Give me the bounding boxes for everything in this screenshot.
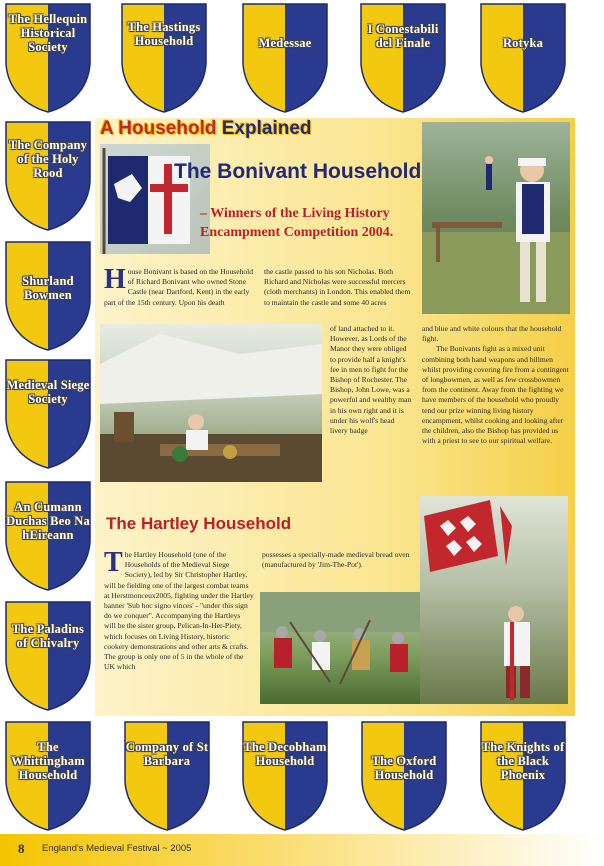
shield-medessae [241, 2, 329, 114]
shield-label: The Oxford Household [371, 754, 437, 782]
page-number: 8 [18, 841, 25, 856]
hartley-column-2: possesses a specially-made medieval bread oven (manufactured by 'Jim-The-Pot'). [262, 550, 410, 570]
heraldic-shield-icon [479, 2, 567, 114]
battle-photo [260, 592, 420, 704]
shield-label: The Whittingham Household [11, 740, 85, 782]
encampment-photo [100, 324, 322, 482]
shield-label: I Conestabili del Finale [367, 22, 439, 50]
shield-cumann [4, 480, 92, 592]
shield-conestabili [359, 2, 447, 114]
section-heading-part2: Explained [221, 118, 312, 139]
shield-label: Medieval Siege Society [6, 378, 90, 406]
shield-decobham [241, 720, 329, 832]
bonivant-column-1-text: ouse Bonivant is based on the Household of Richard Bonivant who owned Stone Castle (near Dartford, Kent) in the early part of the 15th century. Upon his death [104, 267, 254, 307]
shield-holy-rood [4, 120, 92, 232]
shield-hellequin [4, 2, 92, 114]
shield-st-barbara [123, 720, 211, 832]
shield-label: Shurland Bowmen [22, 274, 74, 302]
shield-shurland [4, 240, 92, 352]
battle-scene-icon [260, 592, 420, 704]
shield-medieval-siege [4, 358, 92, 470]
shield-label: The Decobham Household [243, 740, 327, 768]
shield-label: The Knights of the Black Phoenix [481, 740, 565, 782]
hartley-banner-photo [420, 496, 568, 704]
shield-black-phoenix [479, 720, 567, 832]
hartley-title: The Hartley Household [106, 514, 292, 533]
costumed-man-photo [422, 122, 570, 314]
bonivant-column-1 [104, 264, 254, 308]
section-heading [100, 118, 312, 140]
hartley-banner-icon [420, 496, 568, 704]
heraldic-shield-icon [4, 358, 92, 470]
bonivant-column-3-p1: and blue and white colours that the household fight. [422, 324, 562, 344]
hartley-column-1-text: he Hartley Household (one of the Households of the Medieval Siege Society), led by Sir Christopher Hartley, will be fielding one of the largest combat teams at Herstmonceux2005, fighting under the Hartley banner 'Sub hoc signo vinces' - "under this sign do we conquer". Accompanying the Hartleys will be the sister group, Pelican-In-Her-Piety, which focuses on Living History, historic cookery demonstrations and other arts & crafts. The group is only one of 5 in the whole of the UK which [104, 550, 254, 672]
heraldic-shield-icon [241, 720, 329, 832]
bonivant-column-3 [422, 324, 572, 446]
winners-line-1: – Winners of the Living History [200, 206, 390, 221]
shield-label: Medessae [258, 36, 312, 50]
shield-hastings [120, 2, 208, 114]
shield-label: Rotyka [502, 36, 544, 50]
bonivant-title: The Bonivant Household [174, 160, 422, 183]
shield-label: The Hellequin Historical Society [8, 12, 88, 54]
bonivant-column-3-p2: The Bonivants fight as a mixed unit combining both hand weapons and billmen whilst providing covering fire from a contingent of longbowmen, as well as few crossbowmen from the continent. Away from the fighting we have members of the household who proudly tend our prize winning living history encampment, whilst cooking and looking after the children, also the Bishop has provided us with a priest to see to our spiritual welfare. [422, 344, 569, 446]
encampment-icon [100, 324, 322, 482]
shield-label: The Company of the Holy Rood [8, 138, 88, 180]
shield-label: The Hastings Household [127, 20, 201, 48]
footer-title: England's Medieval Festival ~ 2005 [42, 843, 192, 854]
shield-label: An Cumann Duchas Beo Na hEireann [6, 500, 90, 542]
heraldic-shield-icon [359, 2, 447, 114]
shield-paladins [4, 600, 92, 712]
shield-label: The Paladins of Chivalry [11, 622, 85, 650]
dropcap-t: T [104, 547, 123, 578]
shield-rotyka [479, 2, 567, 114]
heraldic-shield-icon [120, 2, 208, 114]
hartley-column-1 [104, 547, 254, 672]
heraldic-shield-icon [123, 720, 211, 832]
section-heading-part1: A Household [100, 118, 217, 139]
costumed-man-icon [422, 122, 570, 314]
bonivant-column-2-top: the castle passed to his son Nicholas. Both Richard and Nicholas were successful mercers (cloth merchants) in London. This enabled them to maintain the castle and some 40 acres [264, 267, 411, 307]
shield-oxford [360, 720, 448, 832]
shield-label: Company of St Barbara [125, 740, 209, 768]
heraldic-shield-icon [241, 2, 329, 114]
bonivant-column-2-narrow: of land attached to it. However, as Lords of the Manor they were obliged to provide half a knight's fee in men to fight for the Bishop of Rochester. The Bishop, John Lowe, was a powerful and wealthy man in his own right and it is under his wolf's head livery badge [330, 324, 412, 436]
winners-line-2: Encampment Competition 2004. [200, 225, 394, 240]
dropcap-h: H [104, 264, 126, 295]
heraldic-shield-icon [4, 600, 92, 712]
shield-whittingham [4, 720, 92, 832]
